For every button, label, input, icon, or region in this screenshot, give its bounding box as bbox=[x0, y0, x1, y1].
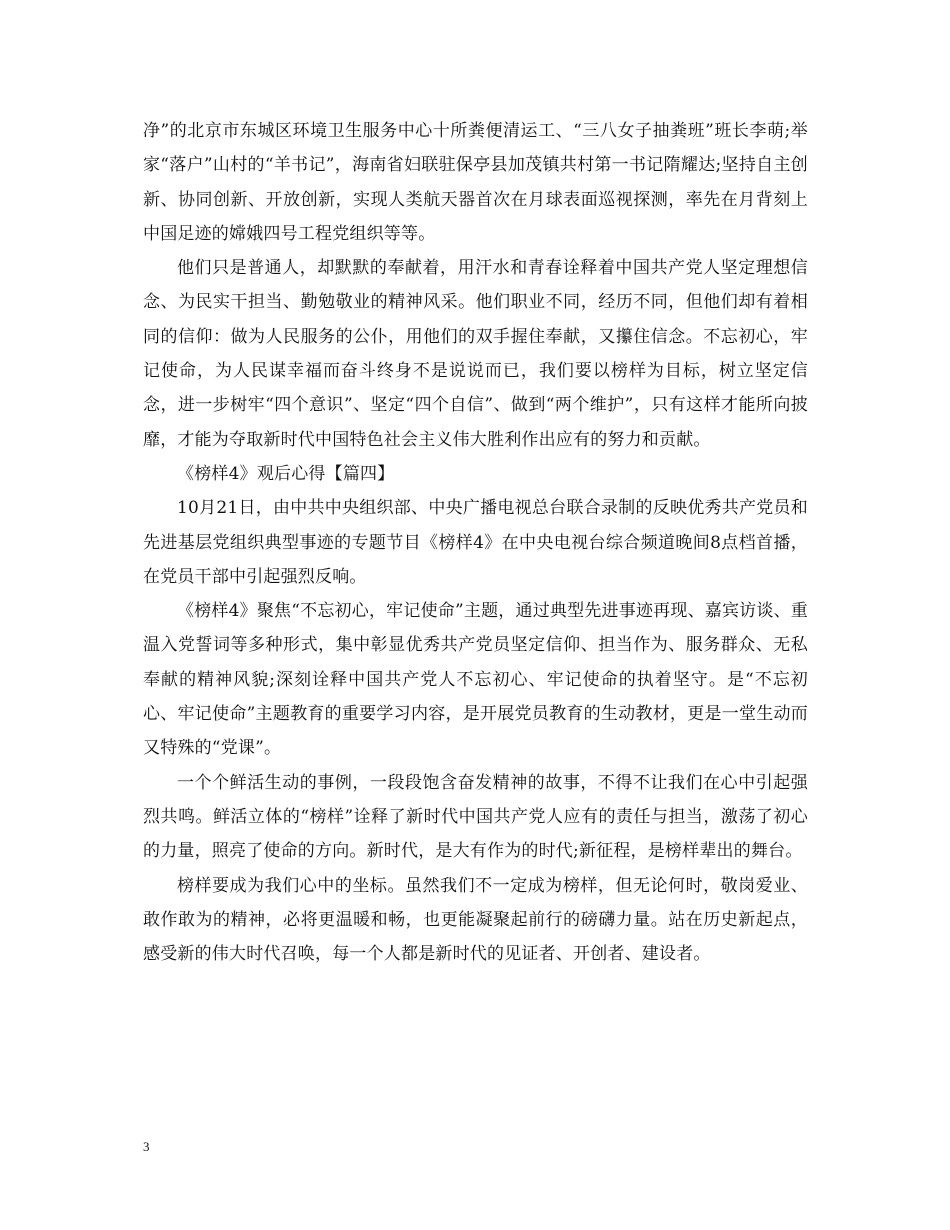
section-heading-part-four: 《榜样4》观后心得【篇四】 bbox=[177, 463, 395, 484]
paragraph-broadcast-date: 10月21日，由中共中央组织部、中央广播电视总台联合录制的反映优秀共产党员和先进基层党组织典型事迹的专题节目《榜样4》在中央电视台综合频道晚间8点档首播，在党员干部中引起强烈反响。 bbox=[143, 498, 808, 587]
page-number: 3 bbox=[143, 1139, 150, 1154]
paragraph-ordinary-people: 他们只是普通人，却默默的奉献着，用汗水和青春诠释着中国共产党人坚定理想信念、为民实干担当、勤勉敬业的精神风采。他们职业不同，经历不同，但他们却有着相同的信仰：做为人民服务的公仆，用他们的双手握住奉献，又攥住信念。不忘初心，牢记使命，为人民谋幸福而奋斗终身不是说说而已，我们要以榜样为目标，树立坚定信念，进一步树牢“四个意识”、坚定“四个自信”、做到“两个维护”，只有这样才能所向披靡，才能为夺取新时代中国特色社会主义伟大胜利作出应有的努力和贡献。 bbox=[143, 258, 808, 450]
paragraph-continuation: 净”的北京市东城区环境卫生服务中心十所粪便清运工、“三八女子抽粪班”班长李萌;举家“落户”山村的“羊书记”，海南省妇联驻保亭县加茂镇共村第一书记隋耀达;坚持自主创新、协同创新、开放创新，实现人类航天器首次在月球表面巡视探测，率先在月背刻上中国足迹的嫦娥四号工程党组织等等。 bbox=[143, 121, 808, 244]
paragraph-role-models: 榜样要成为我们心中的坐标。虽然我们不一定成为榜样，但无论何时，敬岗爱业、敢作敢为的精神，必将更温暖和畅，也更能凝聚起前行的磅礴力量。站在历史新起点，感受新的伟大时代召唤，每一个人都是新时代的见证者、开创者、建设者。 bbox=[143, 875, 808, 965]
paragraph-vivid-examples: 一个个鲜活生动的事例，一段段饱含奋发精神的故事，不得不让我们在心中引起强烈共鸣。鲜活立体的“榜样”诠释了新时代中国共产党人应有的责任与担当，激荡了初心的力量，照亮了使命的方向。新时代，是大有作为的时代;新征程，是榜样辈出的舞台。 bbox=[143, 772, 808, 862]
paragraph-program-focus: 《榜样4》聚焦“不忘初心，牢记使命”主题，通过典型先进事迹再现、嘉宾访谈、重温入党誓词等多种形式，集中彰显优秀共产党员坚定信仰、担当作为、服务群众、无私奉献的精神风貌;深刻诠释中国共产党人不忘初心、牢记使命的执着坚守。是“不忘初心、牢记使命”主题教育的重要学习内容，是开展党员教育的生动教材，更是一堂生动而又特殊的“党课”。 bbox=[143, 601, 808, 759]
document-body bbox=[143, 114, 808, 971]
